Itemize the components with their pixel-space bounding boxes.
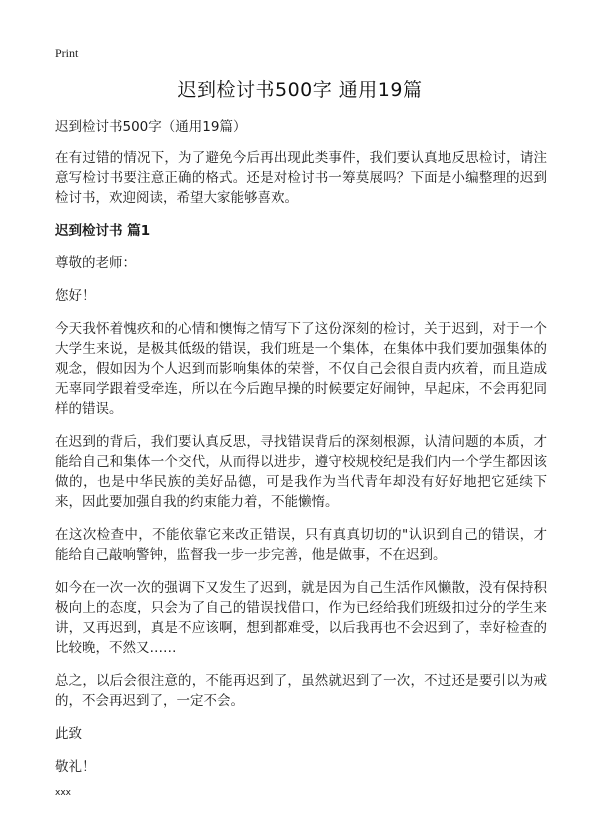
print-label[interactable]: Print xyxy=(55,46,79,60)
signature: xxx xyxy=(55,788,71,798)
intro-paragraph: 在有过错的情况下，为了避免今后再出现此类事件，我们要认真地反思检讨，请注意写检讨书要注意正确的格式。还是对检讨书一筹莫展吗？下面是小编整理的迟到检讨书，欢迎阅读，希望大家能够喜欢。 xyxy=(55,150,547,206)
document-body xyxy=(55,117,547,799)
section-heading: 迟到检讨书 篇1 xyxy=(55,223,151,239)
body-paragraph: 在迟到的背后，我们要认真反思，寻找错误背后的深刻根源，认清问题的本质，才能给自己和集体一个交代，从而得以进步，遵守校规校纪是我们内一个学生都因该做的，也是中华民族的美好品德，可是我作为当代青年却没有好好地把它延续下来，因此要加强自我的约束能力着，不能懒惰。 xyxy=(55,434,547,510)
document-title: 迟到检讨书500字 通用19篇 xyxy=(177,79,423,101)
closing-line-1: 此致 xyxy=(55,726,82,742)
body-paragraph: 今天我怀着愧疚和的心情和懊悔之情写下了这份深刻的检讨，关于迟到，对于一个大学生来说，是极其低级的错误，我们班是一个集体，在集体中我们要加强集体的观念，假如因为个人迟到而影响集体的荣誉，不仅自己会很自责内疚着，而且造成无辜同学跟着受牵连，所以在今后跑早操的时候要定好闹钟，早起床，不会再犯同样的错误。 xyxy=(55,321,547,417)
body-paragraph: 在这次检查中，不能依靠它来改正错误，只有真真切切的"认识到自己的错误，才能给自己敲响警钟，监督我一步一步完善，他是做事，不在迟到。 xyxy=(55,527,547,563)
greeting: 您好！ xyxy=(55,288,96,304)
salutation: 尊敬的老师： xyxy=(55,255,136,271)
closing-line-2: 敬礼！ xyxy=(55,759,96,775)
body-paragraph: 总之，以后会很注意的，不能再迟到了，虽然就迟到了一次，不过还是要引以为戒的，不会再迟到了，一定不会。 xyxy=(55,673,547,709)
document-subtitle: 迟到检讨书500字（通用19篇） xyxy=(55,119,247,135)
body-paragraph: 如今在一次一次的强调下又发生了迟到，就是因为自己生活作风懒散，没有保持积极向上的态度，只会为了自己的错误找借口，作为已经给我们班级扣过分的学生来讲，又再迟到，真是不应该啊，想到都难受，以后我再也不会迟到了，幸好检查的比较晚，不然又…… xyxy=(55,580,547,656)
